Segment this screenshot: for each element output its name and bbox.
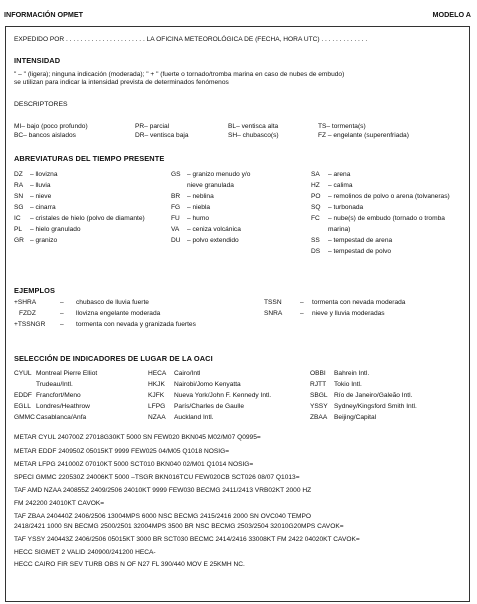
section-indicadores-title: SELECCIÓN DE INDICADORES DE LUGAR DE LA OACI [14,354,213,363]
weather-code: FU [171,215,180,222]
weather-description: – calima [328,182,353,189]
weather-code: SS [311,237,320,244]
example-description: nieve y lluvia moderadas [312,310,385,317]
example-dash: – [300,299,304,306]
weather-description: – tempestad de arena [328,237,393,244]
weather-description: – nube(s) de embudo (tornado o tromba [328,215,445,222]
weather-description: – llovizna [30,171,58,178]
weather-description: – ceniza volcánica [187,226,241,233]
weather-description: – niebla [187,204,211,211]
weather-description: – tempestad de polvo [328,248,392,255]
weather-description: – turbonada [328,204,364,211]
intensidad-line-2: se utilizan para indicar la intensidad prevista de determinados fenómenos [14,79,229,86]
example-dash: – [300,310,304,317]
weather-description: – hielo granulado [30,226,81,233]
opmet-message-line: TAF ZBAA 240440Z 2406/2506 13004MPS 6000 NSC BECMG 2415/2416 2000 SN OVC040 TEMPO [14,513,312,520]
opmet-message-line: METAR LFPG 241000Z 07010KT 5000 SCT010 BKN040 02/M01 Q1014 NOSIG= [14,461,254,468]
example-dash: – [60,310,64,317]
example-code: FZDZ [19,310,36,317]
example-description: chubasco de lluvia fuerte [76,299,149,306]
descriptor-pr: PR– parcial [135,123,170,130]
descriptor-mi: MI– bajo (poco profundo) [14,123,88,130]
weather-code: SA [311,171,320,178]
header-model: MODELO A [432,10,471,19]
location-name: Londres/Heathrow [36,403,90,410]
descriptor-bl: BL– ventisca alta [228,123,279,130]
opmet-message-line: HECC SIGMET 2 VALID 240900/241200 HECA- [14,549,156,556]
section-ejemplos-title: EJEMPLOS [14,286,56,295]
location-name: Sydney/Kingsford Smith Intl. [334,403,417,410]
weather-description: – cristales de hielo (polvo de diamante) [30,215,145,222]
weather-code: FC [311,215,320,222]
header-title: INFORMACIÓN OPMET [4,10,84,19]
location-name: Trudeau/Intl. [36,381,73,388]
location-name: Francfort/Meno [36,392,81,399]
weather-description: – nieve [30,193,52,200]
example-dash: – [60,299,64,306]
example-code: SNRA [264,310,283,317]
location-indicator: EDDF [14,392,32,399]
weather-description: – polvo extendido [187,237,239,244]
example-dash: – [60,321,64,328]
section-abreviaturas-title: ABREVIATURAS DEL TIEMPO PRESENTE [14,154,165,163]
example-description: tormenta con nevada y granizada fuertes [76,321,196,328]
example-code: +TSSNGR [14,321,46,328]
location-indicator: OBBI [310,370,326,377]
weather-description: – arena [328,171,351,178]
location-name: Nairobi/Jomo Kenyatta [174,381,241,388]
weather-code: RA [14,182,24,189]
location-indicator: ZBAA [310,414,328,421]
weather-description: – granizo [30,237,58,244]
location-name: Río de Janeiro/Galeão Intl. [334,392,413,399]
intensidad-line-1: " – " (ligera); ninguna indicación (moderada); " + " (fuerte o tornado/tromba marina en caso de nubes de embudo) [14,71,345,78]
weather-code: FG [171,204,181,211]
weather-code: HZ [311,182,320,189]
opmet-message-line: TAF AMD NZAA 240855Z 2409/2506 24010KT 9999 FEW030 BECMG 2411/2413 VRB02KT 2000 HZ [14,487,312,494]
opmet-message-line: METAR EDDF 240950Z 05015KT 9999 FEW025 04/M05 Q1018 NOSIG= [14,448,230,455]
descriptores-row [6,123,469,131]
location-indicator: NZAA [148,414,166,421]
weather-code: DU [171,237,181,244]
example-code: +SHRA [14,299,37,306]
section-intensidad-title: INTENSIDAD [14,56,61,65]
weather-code: SN [14,193,24,200]
weather-description: – remolinos de polvo o arena (tolvaneras) [328,193,450,200]
location-name: Beijing/Capital [334,414,377,421]
descriptor-sh: SH– chubasco(s) [228,132,279,139]
opmet-message-line: METAR CYUL 240700Z 27018G30KT 5000 SN FEW020 BKN045 M02/M07 Q0995= [14,434,261,441]
opmet-message-line: FM 242200 24010KT CAVOK= [14,500,105,507]
weather-code: GR [14,237,24,244]
location-name: Cairo/Intl [174,370,201,377]
opmet-message-line: 2418/2421 1000 SN BECMG 2500/2501 32004MPS 3500 BR NSC BECMG 2503/2504 32010G20MPS CAVOK= [14,523,344,530]
location-indicator: KJFK [148,392,165,399]
opmet-form-box [5,26,470,602]
descriptor-fz: FZ – engelante (superenfriada) [318,132,409,139]
location-name: Auckland Intl. [174,414,214,421]
location-indicator: SBGL [310,392,328,399]
example-description: llovizna engelante moderada [76,310,161,317]
weather-description: – humo [187,215,209,222]
descriptores-row [6,132,469,140]
weather-description: – neblina [187,193,214,200]
opmet-message-line: TAF YSSY 240443Z 2406/2506 05015KT 3000 BR SCT030 BECMC 2414/2416 33008KT FM 2422 04020KT CAVOK= [14,536,360,543]
weather-code: SQ [311,204,321,211]
location-name: París/Charles de Gaulle [174,403,245,410]
descriptor-dr: DR– ventisca baja [135,132,189,139]
weather-description: – lluvia [30,182,51,189]
weather-description: nieve granulada [187,182,234,189]
location-indicator: HECA [148,370,167,377]
weather-code: IC [14,215,21,222]
descriptor-ts: TS– tormenta(s) [318,123,366,130]
weather-code: GS [171,171,181,178]
location-indicator: EGLL [14,403,31,410]
issued-by-line: EXPEDIDO POR . . . . . . . . . . . . . . . . . . . . . . LA OFICINA METEOROLÓGICA DE (FECHA, HORA UTC) . . . . . . . . . . . . . [14,36,368,43]
location-name: Tokio Intl. [334,381,362,388]
weather-code: VA [171,226,180,233]
location-name: Montreal Pierre Elliot [36,370,98,377]
location-indicator: GMMC [14,414,35,421]
opmet-message-line: SPECI GMMC 220530Z 24006KT 5000 –TSGR BKN016TCU FEW020CB SCT026 08/07 Q1013= [14,474,300,481]
location-name: Nueva York/John F. Kennedy Intl. [174,392,272,399]
weather-code: SG [14,204,24,211]
weather-code: DZ [14,171,23,178]
weather-code: PL [14,226,23,233]
location-name: Bahrein Intl. [334,370,370,377]
descriptor-bc: BC– bancos aislados [14,132,76,139]
weather-description: marina) [328,226,351,233]
opmet-message-line: HECC CAIRO FIR SEV TURB OBS N OF N27 FL 390/440 MOV E 25KMH NC. [14,561,245,568]
example-description: tormenta con nevada moderada [312,299,406,306]
weather-description: – granizo menudo y/o [187,171,251,178]
location-name: Casablanca/Anfa [36,414,87,421]
weather-code: BR [171,193,181,200]
location-indicator: CYUL [14,370,32,377]
weather-code: PO [311,193,321,200]
location-indicator: RJTT [310,381,327,388]
example-code: TSSN [264,299,282,306]
weather-code: DS [311,248,321,255]
section-descriptores-title: DESCRIPTORES [14,101,68,108]
location-indicator: HKJK [148,381,165,388]
weather-description: – cinarra [30,204,56,211]
location-indicator: YSSY [310,403,328,410]
location-indicator: LFPG [148,403,166,410]
